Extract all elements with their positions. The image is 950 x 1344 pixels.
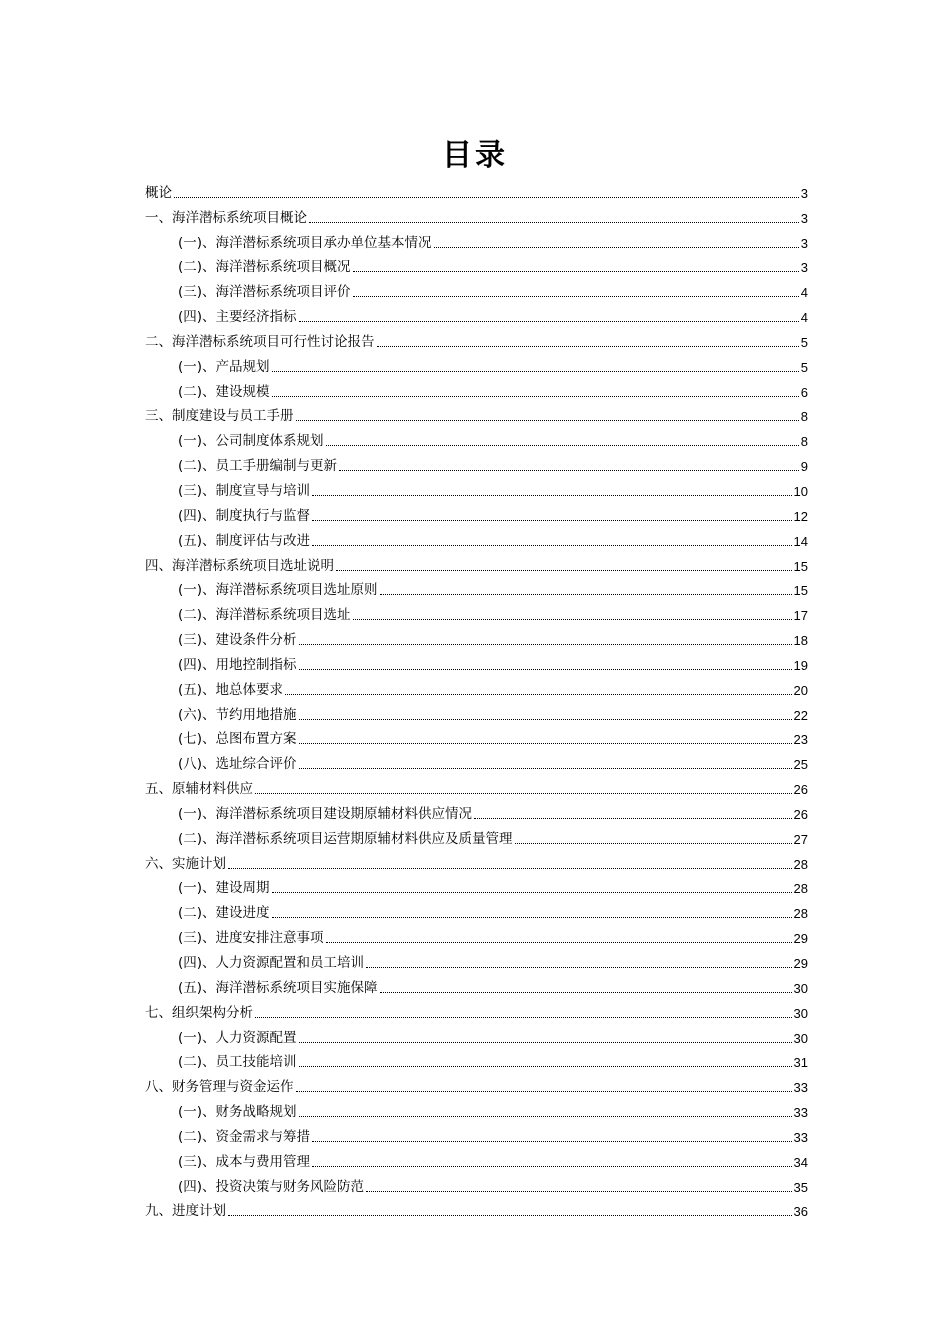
- toc-section-entry[interactable]: [145, 227, 808, 252]
- toc-entry-label: (四)、投资决策与财务风险防范: [178, 1178, 365, 1195]
- toc-section-entry[interactable]: [145, 748, 808, 773]
- toc-entry-label: (五)、制度评估与改进: [178, 532, 311, 549]
- toc-entry-label: (一)、建设周期: [178, 880, 270, 897]
- toc-section-entry[interactable]: [145, 724, 808, 749]
- toc-dot-leader: [434, 247, 799, 248]
- toc-dot-leader: [174, 197, 799, 198]
- toc-dot-leader: [353, 296, 799, 297]
- toc-dot-leader: [299, 1066, 792, 1067]
- toc-section-entry[interactable]: [145, 500, 808, 525]
- toc-entry-label: (八)、选址综合评价: [178, 756, 297, 773]
- toc-page-number: 9: [800, 459, 808, 475]
- toc-section-entry[interactable]: [145, 1022, 808, 1047]
- toc-entry-label: (六)、节约用地措施: [178, 706, 297, 723]
- toc-entry-label: (五)、地总体要求: [178, 681, 284, 698]
- toc-entry-label: (一)、财务战略规划: [178, 1104, 297, 1121]
- toc-entry-label: (三)、海洋潜标系统项目评价: [178, 284, 351, 301]
- toc-page-number: 3: [800, 185, 808, 201]
- toc-entry-label: 四、海洋潜标系统项目选址说明: [145, 557, 334, 574]
- toc-section-entry[interactable]: [145, 897, 808, 922]
- toc-entry-label: (一)、海洋潜标系统项目承办单位基本情况: [178, 234, 432, 251]
- toc-section-entry[interactable]: [145, 525, 808, 550]
- toc-dot-leader: [272, 892, 792, 893]
- toc-section-entry[interactable]: [145, 649, 808, 674]
- toc-dot-leader: [312, 1141, 791, 1142]
- toc-dot-leader: [299, 669, 792, 670]
- toc-page-number: 36: [793, 1204, 808, 1220]
- toc-entry-label: (五)、海洋潜标系统项目实施保障: [178, 979, 378, 996]
- toc-entry-label: (二)、员工手册编制与更新: [178, 458, 338, 475]
- toc-dot-leader: [296, 420, 799, 421]
- toc-chapter-entry[interactable]: [145, 401, 808, 426]
- toc-entry-label: 一、海洋潜标系统项目概论: [145, 209, 307, 226]
- toc-entry-label: 九、进度计划: [145, 1203, 226, 1220]
- toc-section-entry[interactable]: [145, 1047, 808, 1072]
- toc-page-number: 15: [793, 583, 808, 599]
- toc-section-entry[interactable]: [145, 1146, 808, 1171]
- toc-entry-label: (二)、海洋潜标系统项目概况: [178, 259, 351, 276]
- toc-entry-label: (四)、制度执行与监督: [178, 507, 311, 524]
- toc-section-entry[interactable]: [145, 575, 808, 600]
- toc-section-entry[interactable]: [145, 599, 808, 624]
- toc-chapter-entry[interactable]: [145, 1071, 808, 1096]
- toc-section-entry[interactable]: [145, 798, 808, 823]
- toc-section-entry[interactable]: [145, 1096, 808, 1121]
- toc-dot-leader: [299, 768, 792, 769]
- toc-page-number: 28: [793, 856, 808, 872]
- toc-dot-leader: [309, 222, 799, 223]
- toc-page-number: 28: [793, 881, 808, 897]
- toc-page-number: 34: [793, 1154, 808, 1170]
- toc-dot-leader: [366, 1191, 791, 1192]
- toc-section-entry[interactable]: [145, 475, 808, 500]
- toc-entry-label: (一)、产品规划: [178, 358, 270, 375]
- toc-entry-label: (七)、总图布置方案: [178, 731, 297, 748]
- toc-section-entry[interactable]: [145, 674, 808, 699]
- toc-dot-leader: [272, 371, 799, 372]
- toc-entry-label: (二)、建设规模: [178, 383, 270, 400]
- toc-page-number: 8: [800, 434, 808, 450]
- toc-page-number: 3: [800, 235, 808, 251]
- toc-entry-label: 六、实施计划: [145, 855, 226, 872]
- toc-dot-leader: [474, 818, 791, 819]
- toc-dot-leader: [380, 594, 792, 595]
- toc-entry-label: (三)、进度安排注意事项: [178, 930, 324, 947]
- toc-page-number: 5: [800, 334, 808, 350]
- toc-dot-leader: [255, 793, 792, 794]
- toc-section-entry[interactable]: [145, 1171, 808, 1196]
- toc-page-number: 20: [793, 682, 808, 698]
- toc-dot-leader: [380, 992, 792, 993]
- toc-page-number: 31: [793, 1055, 808, 1071]
- toc-page-number: 26: [793, 806, 808, 822]
- toc-page-number: 30: [793, 1030, 808, 1046]
- toc-page-number: 30: [793, 1005, 808, 1021]
- toc-entry-label: 概论: [145, 184, 172, 201]
- toc-page-number: 19: [793, 657, 808, 673]
- toc-entry-label: (一)、人力资源配置: [178, 1029, 297, 1046]
- toc-page-number: 33: [793, 1129, 808, 1145]
- toc-chapter-entry[interactable]: [145, 326, 808, 351]
- toc-entry-label: (一)、海洋潜标系统项目建设期原辅材料供应情况: [178, 805, 473, 822]
- toc-dot-leader: [272, 917, 792, 918]
- toc-entry-label: 七、组织架构分析: [145, 1004, 253, 1021]
- toc-page-number: 5: [800, 359, 808, 375]
- toc-dot-leader: [312, 495, 791, 496]
- toc-page-number: 27: [793, 831, 808, 847]
- toc-page-number: 15: [793, 558, 808, 574]
- table-of-contents: [145, 177, 808, 1220]
- toc-dot-leader: [326, 445, 799, 446]
- toc-dot-leader: [339, 470, 799, 471]
- toc-section-entry[interactable]: [145, 301, 808, 326]
- toc-page-number: 3: [800, 260, 808, 276]
- toc-chapter-entry[interactable]: [145, 177, 808, 202]
- toc-page-number: 29: [793, 931, 808, 947]
- toc-dot-leader: [299, 644, 792, 645]
- toc-page-number: 12: [793, 508, 808, 524]
- toc-page-number: 30: [793, 980, 808, 996]
- toc-dot-leader: [299, 719, 792, 720]
- toc-chapter-entry[interactable]: [145, 1196, 808, 1221]
- toc-section-entry[interactable]: [145, 699, 808, 724]
- toc-dot-leader: [299, 1042, 792, 1043]
- toc-entry-label: 二、海洋潜标系统项目可行性讨论报告: [145, 333, 375, 350]
- toc-page-number: 8: [800, 409, 808, 425]
- toc-section-entry[interactable]: [145, 823, 808, 848]
- toc-entry-label: (四)、用地控制指标: [178, 656, 297, 673]
- toc-page-number: 6: [800, 384, 808, 400]
- toc-entry-label: (二)、海洋潜标系统项目选址: [178, 607, 351, 624]
- toc-page-number: 33: [793, 1105, 808, 1121]
- toc-dot-leader: [228, 868, 792, 869]
- toc-dot-leader: [296, 1091, 792, 1092]
- toc-page-number: 14: [793, 533, 808, 549]
- toc-page-number: 28: [793, 906, 808, 922]
- toc-dot-leader: [312, 1166, 791, 1167]
- toc-entry-label: (一)、公司制度体系规划: [178, 433, 324, 450]
- toc-dot-leader: [299, 321, 799, 322]
- toc-section-entry[interactable]: [145, 873, 808, 898]
- toc-chapter-entry[interactable]: [145, 550, 808, 575]
- toc-section-entry[interactable]: [145, 376, 808, 401]
- toc-section-entry[interactable]: [145, 425, 808, 450]
- toc-entry-label: (二)、员工技能培训: [178, 1054, 297, 1071]
- toc-dot-leader: [377, 346, 799, 347]
- toc-chapter-entry[interactable]: [145, 997, 808, 1022]
- toc-dot-leader: [312, 520, 791, 521]
- toc-entry-label: (一)、海洋潜标系统项目选址原则: [178, 582, 378, 599]
- toc-dot-leader: [299, 1116, 792, 1117]
- toc-entry-label: (二)、资金需求与筹措: [178, 1128, 311, 1145]
- toc-page-number: 4: [800, 310, 808, 326]
- toc-chapter-entry[interactable]: [145, 848, 808, 873]
- toc-dot-leader: [228, 1215, 792, 1216]
- toc-dot-leader: [285, 694, 791, 695]
- toc-dot-leader: [255, 1017, 792, 1018]
- toc-entry-label: (三)、成本与费用管理: [178, 1153, 311, 1170]
- toc-entry-label: (二)、建设进度: [178, 905, 270, 922]
- toc-section-entry[interactable]: [145, 922, 808, 947]
- page-title: 目录: [442, 138, 508, 173]
- toc-entry-label: 三、制度建设与员工手册: [145, 408, 294, 425]
- toc-page-number: 4: [800, 285, 808, 301]
- toc-page-number: 23: [793, 732, 808, 748]
- toc-chapter-entry[interactable]: [145, 202, 808, 227]
- toc-dot-leader: [366, 967, 791, 968]
- toc-page-number: 22: [793, 707, 808, 723]
- toc-dot-leader: [353, 271, 799, 272]
- toc-dot-leader: [515, 843, 792, 844]
- toc-section-entry[interactable]: [145, 624, 808, 649]
- toc-page-number: 26: [793, 782, 808, 798]
- toc-entry-label: (四)、主要经济指标: [178, 309, 297, 326]
- toc-chapter-entry[interactable]: [145, 773, 808, 798]
- toc-section-entry[interactable]: [145, 1121, 808, 1146]
- toc-page-number: 18: [793, 633, 808, 649]
- toc-entry-label: (三)、建设条件分析: [178, 632, 297, 649]
- toc-dot-leader: [272, 396, 799, 397]
- toc-entry-label: (四)、人力资源配置和员工培训: [178, 955, 365, 971]
- toc-dot-leader: [353, 619, 792, 620]
- toc-entry-label: 五、原辅材料供应: [145, 781, 253, 798]
- toc-dot-leader: [299, 743, 792, 744]
- toc-page-number: 29: [793, 956, 808, 971]
- toc-page-number: 25: [793, 757, 808, 773]
- toc-section-entry[interactable]: [145, 276, 808, 301]
- toc-dot-leader: [326, 942, 792, 943]
- toc-section-entry[interactable]: [145, 252, 808, 277]
- toc-entry-label: 八、财务管理与资金运作: [145, 1079, 294, 1096]
- toc-entry-label: (三)、制度宣导与培训: [178, 482, 311, 499]
- toc-page-number: 3: [800, 210, 808, 226]
- toc-dot-leader: [336, 570, 792, 571]
- toc-section-entry[interactable]: [145, 351, 808, 376]
- toc-page-number: 17: [793, 608, 808, 624]
- toc-page-number: 35: [793, 1179, 808, 1195]
- toc-page-number: 33: [793, 1080, 808, 1096]
- toc-section-entry[interactable]: [145, 947, 808, 972]
- toc-entry-label: (二)、海洋潜标系统项目运营期原辅材料供应及质量管理: [178, 830, 513, 847]
- toc-page-number: 10: [793, 483, 808, 499]
- toc-section-entry[interactable]: [145, 450, 808, 475]
- toc-dot-leader: [312, 545, 791, 546]
- toc-section-entry[interactable]: [145, 972, 808, 997]
